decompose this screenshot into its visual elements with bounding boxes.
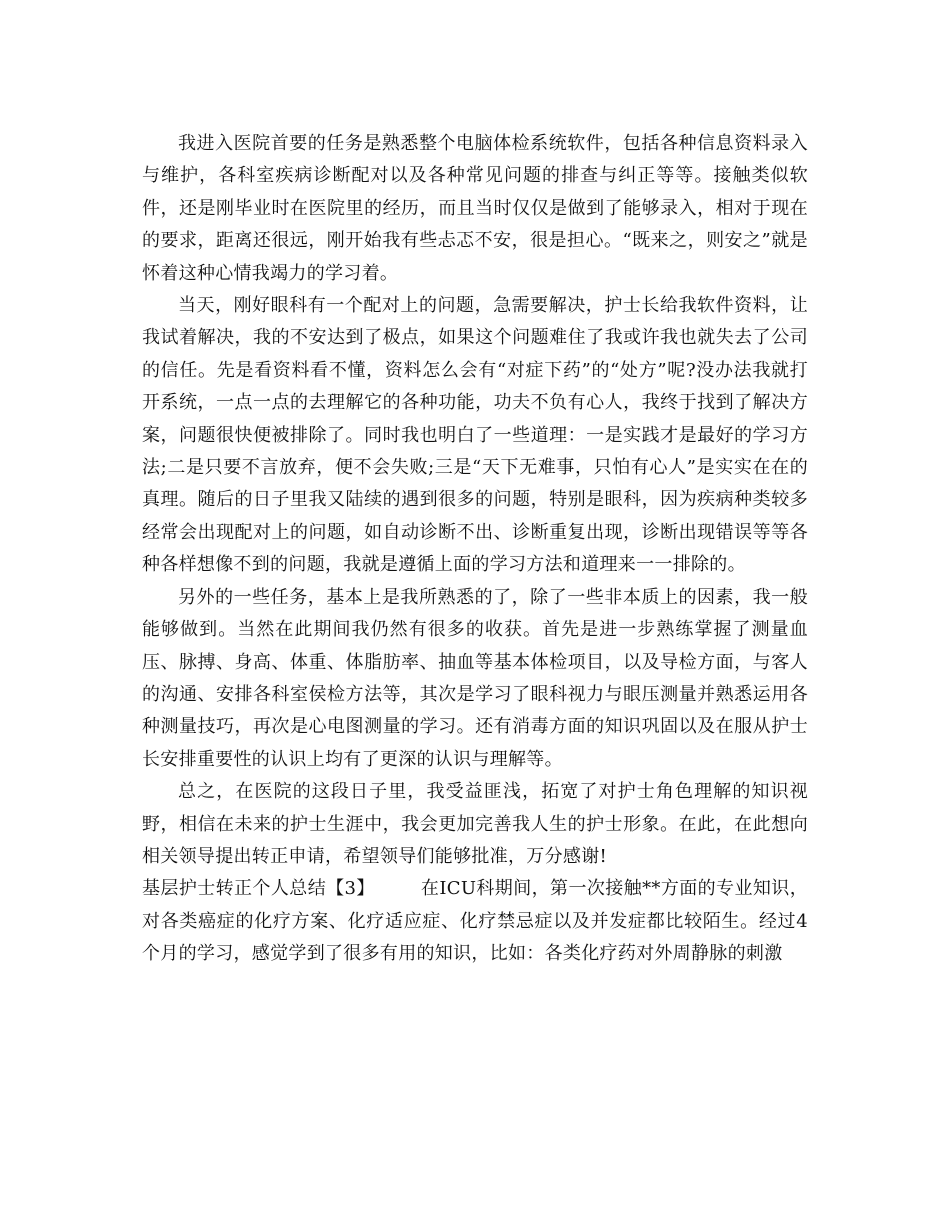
paragraph-4: 总之，在医院的这段日子里，我受益匪浅，拓宽了对护士角色理解的知识视野，相信在未来的护士生涯中，我会更加完善我人生的护士形象。在此，在此想向相关领导提出转正申请，希望领导们能够批准，万分感谢! xyxy=(142,781,808,867)
paragraph-2: 当天，刚好眼科有一个配对上的问题，急需要解决，护士长给我软件资料，让我试着解决，我的不安达到了极点，如果这个问题难住了我或许我也就失去了公司的信任。先是看资料看不懂，资料怎么会有“对症下药”的“处方”呢?没办法我就打开系统，一点一点的去理解它的各种功能，功夫不负有心人，我终于找到了解决方案，问题很快便被排除了。同时我也明白了一些道理：一是实践才是最好的学习方法;二是只要不言放弃，便不会失败;三是“天下无难事，只怕有心人”是实实在在的真理。随后的日子里我又陆续的遇到很多的问题，特别是眼科，因为疾病种类较多经常会出现配对上的问题，如自动诊断不出、诊断重复出现，诊断出现错误等等各种各样想像不到的问题，我就是遵循上面的学习方法和道理来一一排除的。 xyxy=(142,295,808,576)
paragraph-3: 另外的一些任务，基本上是我所熟悉的了，除了一些非本质上的因素，我一般能够做到。当然在此期间我仍然有很多的收获。首先是进一步熟练掌握了测量血压、脉搏、身高、体重、体脂肪率、抽血等基本体检项目，以及导检方面，与客人的沟通、安排各科室侯检方法等，其次是学习了眼科视力与眼压测量并熟悉运用各种测量技巧，再次是心电图测量的学习。还有消毒方面的知识巩固以及在服从护士长安排重要性的认识上均有了更深的认识与理解等。 xyxy=(142,586,808,770)
paragraph-1: 我进入医院首要的任务是熟悉整个电脑体检系统软件，包括各种信息资料录入与维护，各科室疾病诊断配对以及各种常见问题的排查与纠正等等。接触类似软件，还是刚毕业时在医院里的经历，而且当时仅仅是做到了能够录入，相对于现在的要求，距离还很远，刚开始我有些忐忑不安，很是担心。“既来之，则安之”就是怀着这种心情我竭力的学习着。 xyxy=(142,133,808,284)
section-heading: 基层护士转正个人总结【3】 xyxy=(142,878,375,900)
section-text: 在ICU科期间，第一次接触**方面的专业知识，对各类癌症的化疗方案、化疗适应症、化疗禁忌症以及并发症都比较陌生。经过4个月的学习，感觉学到了很多有用的知识，比如：各类化疗药对外周静脉的刺激 xyxy=(142,878,808,965)
section-paragraph xyxy=(142,873,808,970)
document-body xyxy=(142,128,808,971)
